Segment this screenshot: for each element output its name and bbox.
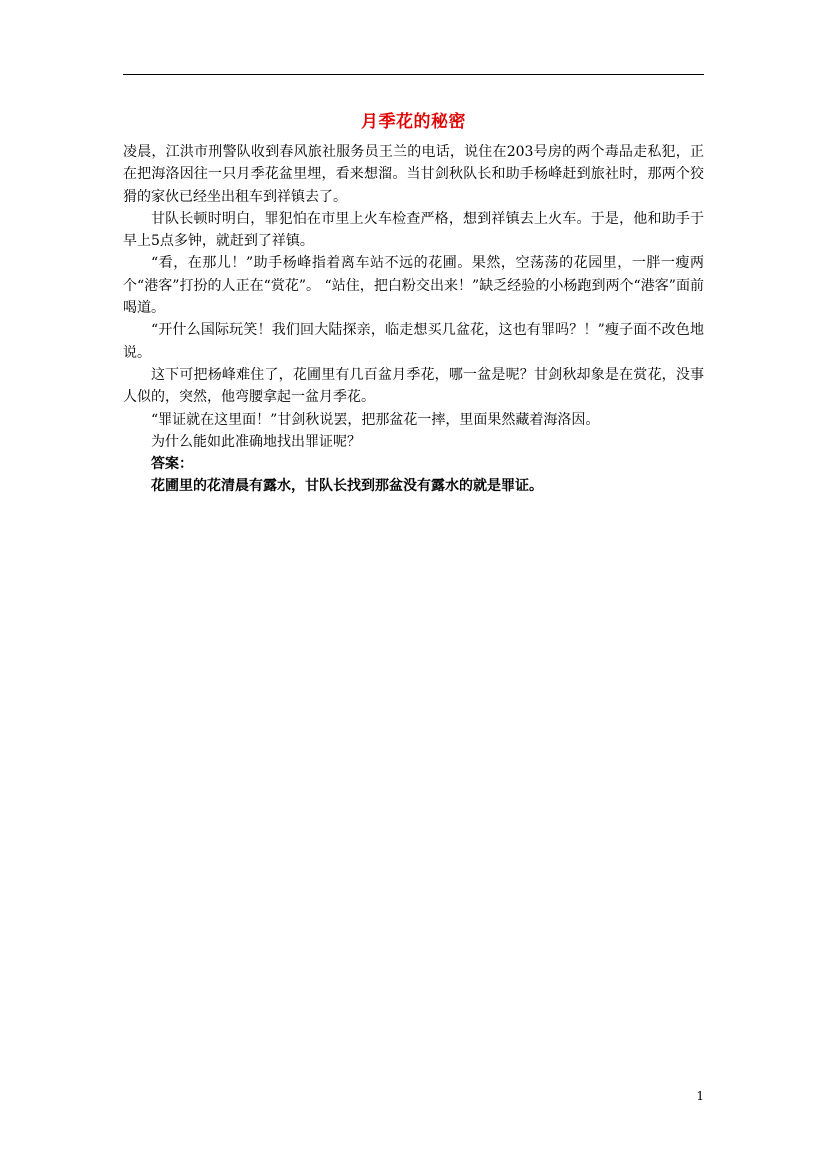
paragraph-2: 甘队长顿时明白，罪犯怕在市里上火车检查严格，想到祥镇去上火车。于是，他和助手于早上5点多钟，就赶到了祥镇。 <box>123 210 704 250</box>
document-title: 月季花的秘密 <box>361 112 466 132</box>
paragraph-3: “看，在那儿！”助手杨峰指着离车站不远的花圃。果然，空荡荡的花园里，一胖一瘦两个“港客”打扮的人正在“赏花”。 “站住，把白粉交出来！”缺乏经验的小杨跑到两个“港客”面前喝道。 <box>123 255 704 317</box>
document-body <box>123 141 704 498</box>
paragraph-5: 这下可把杨峰难住了，花圃里有几百盆月季花，哪一盆是呢？甘剑秋却象是在赏花，没事人似的，突然，他弯腰拿起一盆月季花。 <box>123 366 704 406</box>
paragraph-1: 凌晨，江洪市刑警队收到春风旅社服务员王兰的电话，说住在203号房的两个毒品走私犯，正在把海洛因往一只月季花盆里埋，看来想溜。当甘剑秋队长和助手杨峰赶到旅社时，那两个狡猾的家伙已经坐出租车到祥镇去了。 <box>123 144 704 205</box>
question-paragraph: 为什么能如此准确地找出罪证呢？ <box>151 433 361 450</box>
answer-text: 花圃里的花清晨有露水，甘队长找到那盆没有露水的就是罪证。 <box>151 478 543 495</box>
paragraph-4: “开什么国际玩笑！我们回大陆探亲，临走想买几盆花，这也有罪吗？！”瘦子面不改色地说。 <box>123 322 704 361</box>
header-rule <box>123 74 704 75</box>
paragraph-6: “罪证就在这里面！”甘剑秋说罢，把那盆花一摔，里面果然藏着海洛因。 <box>151 411 600 428</box>
page-number: 1 <box>696 1089 704 1103</box>
answer-label: 答案： <box>151 456 193 473</box>
